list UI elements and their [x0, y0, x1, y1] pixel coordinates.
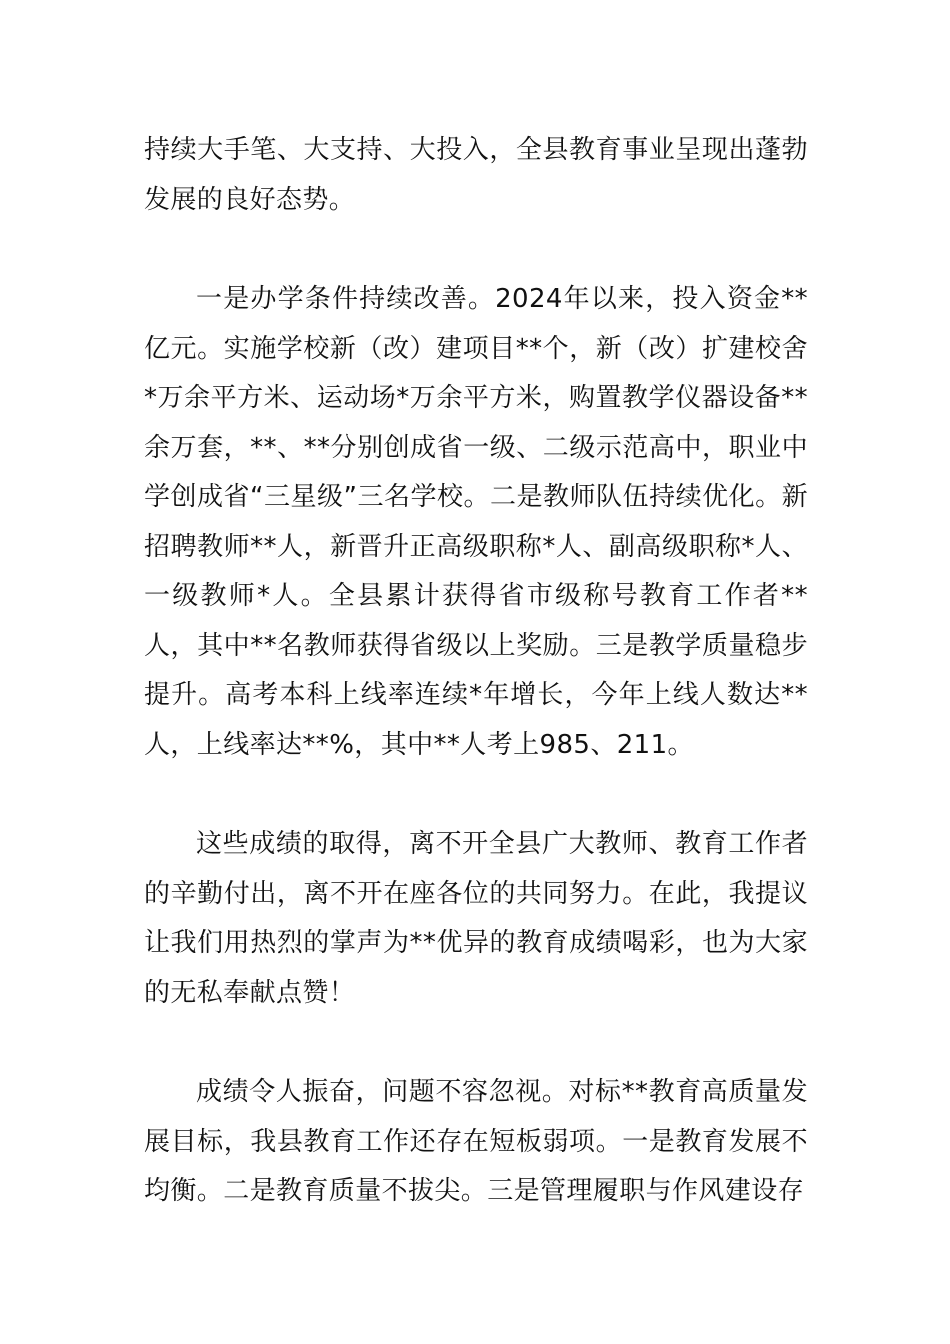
paragraph-problems: 成绩令人振奋，问题不容忽视。对标**教育高质量发展目标，我县教育工作还存在短板弱项。一是教育发展不均衡。二是教育质量不拔尖。三是管理履职与作风建设存: [144, 1077, 808, 1206]
document-body: [144, 126, 808, 1267]
paragraph-gratitude: 这些成绩的取得，离不开全县广大教师、教育工作者的辛勤付出，离不开在座各位的共同努力。在此，我提议让我们用热烈的掌声为**优异的教育成绩喝彩，也为大家的无私奉献点赞！: [144, 829, 808, 1008]
paragraph-achievements: 一是办学条件持续改善。2024年以来，投入资金**亿元。实施学校新（改）建项目**个，新（改）扩建校舍*万余平方米、运动场*万余平方米，购置教学仪器设备**余万套，**、**分别创成省一级、二级示范高中，职业中学创成省“三星级”三名学校。二是教师队伍持续优化。新招聘教师**人，新晋升正高级职称*人、副高级职称*人、一级教师*人。全县累计获得省市级称号教育工作者**人，其中**名教师获得省级以上奖励。三是教学质量稳步提升。高考本科上线率连续*年增长，今年上线人数达**人，上线率达**%，其中**人考上985、211。: [144, 284, 808, 760]
paragraph-continuation: 持续大手笔、大支持、大投入，全县教育事业呈现出蓬勃发展的良好态势。: [144, 135, 808, 215]
